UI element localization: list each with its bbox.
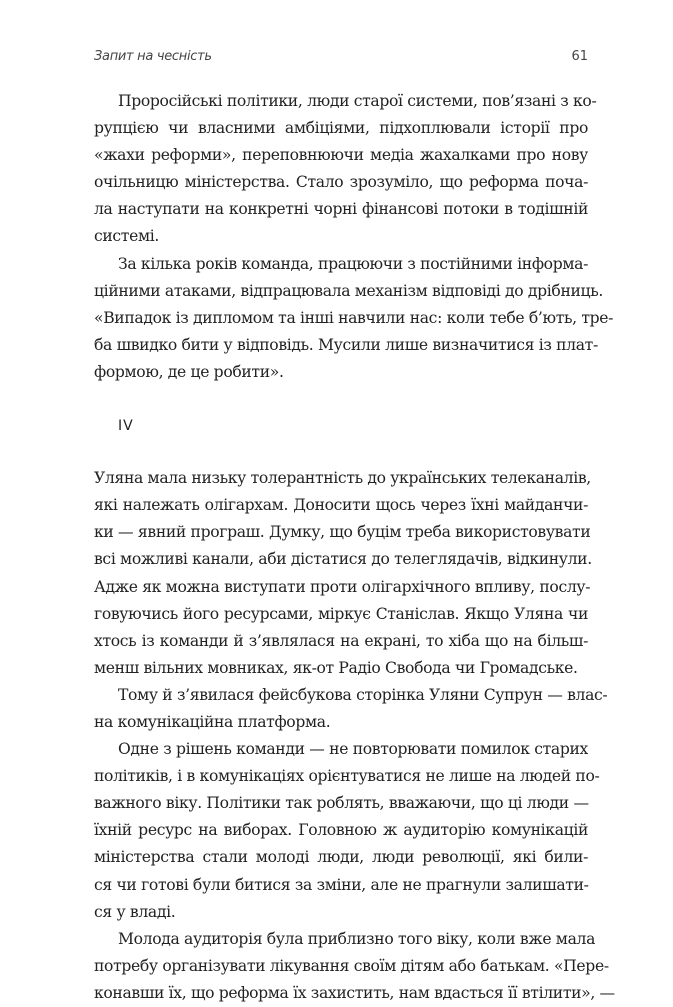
text-line: Одне з рішень команди — не повторювати помилок старих [118, 740, 588, 759]
paragraphs-before-section [94, 88, 614, 386]
text-line: За кілька років команда, працюючи з постійними інформа- [118, 254, 588, 273]
text-line: системі. [94, 227, 159, 246]
text-line: Молода аудиторія була приблизно того віку, коли вже мала [118, 929, 596, 948]
text-line: потребу організувати лікування своїм дітям або батькам. «Пере- [94, 956, 609, 975]
text-line: ся чи готові були битися за зміни, але не прагнули залишати- [94, 875, 589, 894]
paragraph [94, 682, 608, 736]
text-line: на комунікаційна платформа. [94, 712, 331, 731]
text-line: очільницю міністерства. Стало зрозуміло, що реформа поча- [94, 173, 588, 192]
text-line: Тому й з’явилася фейсбукова сторінка Уляни Супрун — влас- [118, 685, 608, 704]
text-line: «Випадок із дипломом та інші навчили нас: коли тебе б’ють, тре- [94, 308, 614, 327]
text-line: всі можливі канали, аби дістатися до телеглядачів, відкинули. [94, 550, 592, 569]
page-number: 61 [571, 49, 588, 64]
text-line: формою, де це робити». [94, 362, 284, 381]
text-line: міністерства стали молоді люди, люди революції, які били- [94, 848, 588, 867]
text-line: ла наступати на конкретні чорні фінансові потоки в тодішній [94, 200, 588, 219]
text-line: рупцією чи власними амбіціями, підхоплювали історії про [94, 119, 588, 138]
section-heading: IV [118, 418, 134, 435]
text-line: «жахи реформи», переповнюючи медіа жахалками про нову [94, 146, 588, 165]
paragraph [94, 926, 615, 1007]
body-text [94, 88, 615, 1007]
text-line: які належать олігархам. Доносити щось через їхні майданчи- [94, 496, 588, 515]
text-line: важного віку. Політики так роблять, вважаючи, що ці люди — [94, 794, 589, 813]
text-line: говуючись його ресурсами, міркує Станіслав. Якщо Уляна чи [94, 604, 588, 623]
paragraphs-after-section [94, 465, 615, 1007]
text-line: менш вільних мовниках, як-от Радіо Свобода чи Громадське. [94, 658, 578, 677]
text-line: Уляна мала низьку толерантність до українських телеканалів, [94, 469, 591, 488]
text-line: Адже як можна виступати проти олігархічного впливу, послу- [94, 577, 591, 596]
paragraph [94, 88, 597, 251]
running-title: Запит на чесність [94, 49, 212, 64]
paragraph [94, 465, 592, 682]
text-line: політиків, і в комунікаціях орієнтуватися не лише на людей по- [94, 767, 600, 786]
paragraph [94, 251, 614, 386]
text-line: їхній ресурс на виборах. Головною ж аудиторію комунікацій [94, 821, 588, 840]
text-line: Проросійські політики, люди старої системи, пов’язані з ко- [118, 92, 597, 110]
text-line: ся у владі. [94, 902, 176, 921]
running-head [94, 49, 588, 69]
text-line: ційними атаками, відпрацювала механізм відповіді до дрібниць. [94, 281, 603, 300]
paragraph [94, 736, 600, 926]
text-line: ки — явний програш. Думку, що буцім треба використовувати [94, 523, 591, 542]
text-line: ба швидко бити у відповідь. Мусили лише визначитися із плат- [94, 335, 598, 354]
text-line: хтось із команди й з’являлася на екрані, то хіба що на більш- [94, 631, 588, 650]
text-line: конавши їх, що реформа їх захистить, нам вдасться її втілити», — [94, 983, 615, 1002]
